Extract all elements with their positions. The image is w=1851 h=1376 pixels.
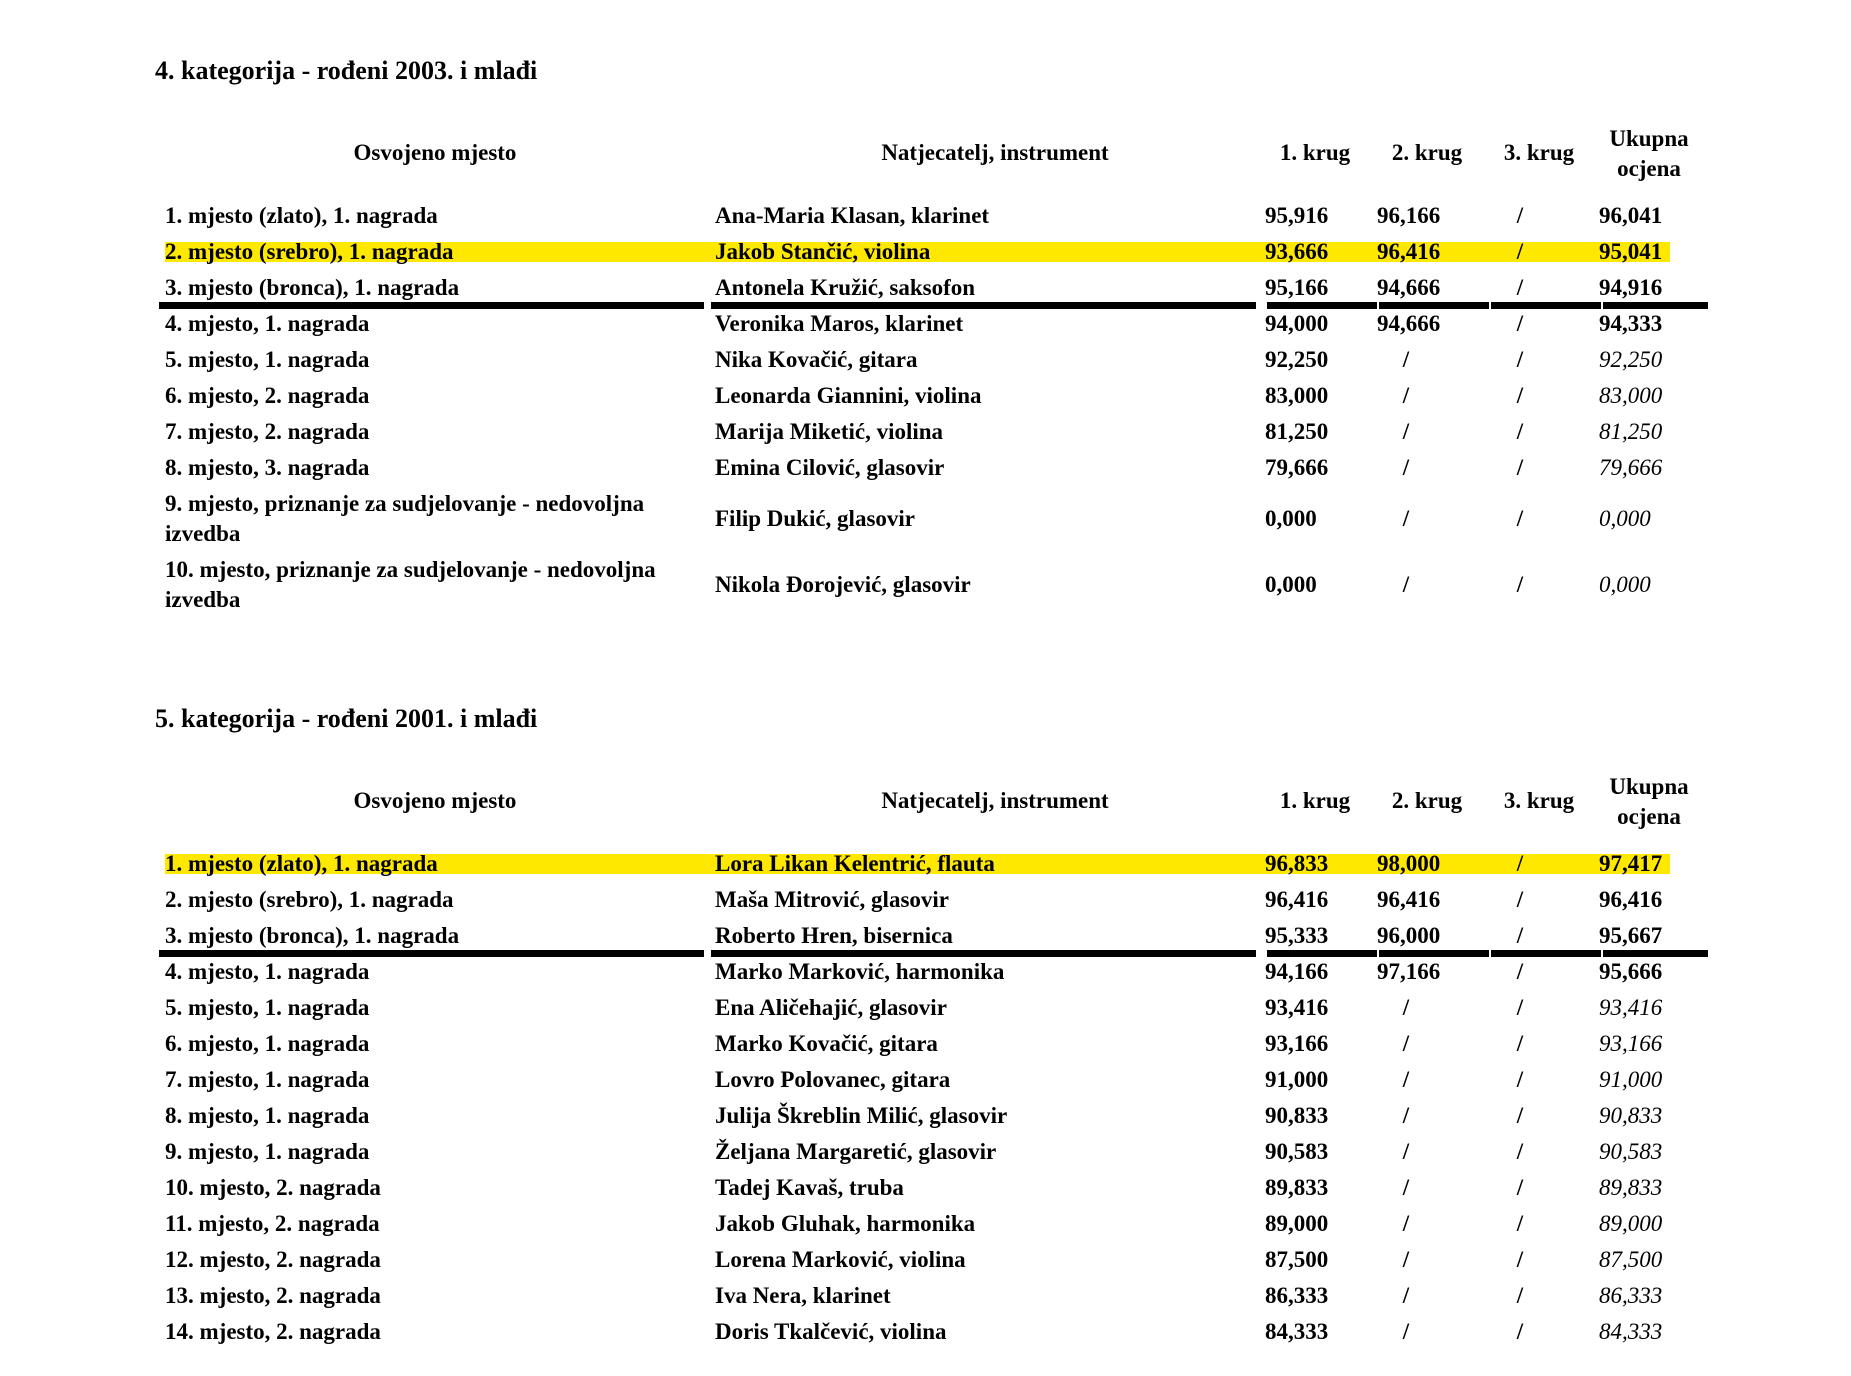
header-round-2: 2. krug xyxy=(1391,788,1463,813)
header-round-3: 3. krug xyxy=(1503,140,1575,165)
header-round-2: 2. krug xyxy=(1391,140,1463,165)
round-1-score: 83,000 xyxy=(1265,383,1329,408)
round-3-score: / xyxy=(1516,347,1524,372)
contestant-cell: Julija Škreblin Milić, glasovir xyxy=(715,1103,1008,1128)
round-3-score: / xyxy=(1516,995,1524,1020)
round-2-score: / xyxy=(1402,1103,1410,1128)
total-score: 91,000 xyxy=(1599,1067,1663,1092)
place-cell: 3. mjesto (bronca), 1. nagrada xyxy=(165,275,460,300)
round-2-score: / xyxy=(1402,347,1410,372)
place-cell: 12. mjesto, 2. nagrada xyxy=(165,1247,381,1272)
round-3-score: / xyxy=(1516,851,1524,876)
place-cell: 6. mjesto, 1. nagrada xyxy=(165,1031,370,1056)
header-total-line2: ocjena xyxy=(1617,156,1681,181)
round-1-score: 94,000 xyxy=(1265,311,1329,336)
total-score: 83,000 xyxy=(1599,383,1663,408)
place-cell: 9. mjesto, 1. nagrada xyxy=(165,1139,370,1164)
contestant-cell: Emina Cilović, glasovir xyxy=(715,455,945,480)
total-score: 93,166 xyxy=(1599,1031,1663,1056)
table-row xyxy=(155,846,1705,882)
round-2-score: / xyxy=(1402,1211,1410,1236)
round-2-score: / xyxy=(1402,1175,1410,1200)
place-cell: 11. mjesto, 2. nagrada xyxy=(165,1211,380,1236)
table-row xyxy=(155,342,1705,378)
header-total-line1: Ukupna xyxy=(1609,774,1689,799)
table-row xyxy=(155,1134,1705,1170)
contestant-cell: Lora Likan Kelentrić, flauta xyxy=(715,851,995,876)
round-1-score: 90,833 xyxy=(1265,1103,1329,1128)
total-score: 90,833 xyxy=(1599,1103,1663,1128)
place-cell: 4. mjesto, 1. nagrada xyxy=(165,311,370,336)
round-2-score: 94,666 xyxy=(1377,311,1441,336)
table-row xyxy=(155,486,1705,552)
round-3-score: / xyxy=(1516,572,1524,597)
contestant-cell: Jakob Gluhak, harmonika xyxy=(715,1211,976,1236)
round-3-score: / xyxy=(1516,239,1524,264)
round-1-score: 92,250 xyxy=(1265,347,1329,372)
round-1-score: 79,666 xyxy=(1265,455,1329,480)
header-round-1: 1. krug xyxy=(1279,788,1351,813)
contestant-cell: Željana Margaretić, glasovir xyxy=(715,1139,997,1164)
round-3-score: / xyxy=(1516,1031,1524,1056)
round-3-score: / xyxy=(1516,419,1524,444)
round-2-score: / xyxy=(1402,1247,1410,1272)
total-score: 95,041 xyxy=(1599,239,1663,264)
round-1-score: 84,333 xyxy=(1265,1319,1329,1344)
round-2-score: / xyxy=(1402,506,1410,531)
total-score: 0,000 xyxy=(1599,506,1651,531)
total-score: 81,250 xyxy=(1599,419,1663,444)
round-2-score: / xyxy=(1402,1319,1410,1344)
table-row xyxy=(155,1098,1705,1134)
round-1-score: 93,416 xyxy=(1265,995,1329,1020)
round-1-score: 89,000 xyxy=(1265,1211,1329,1236)
round-2-score: 96,000 xyxy=(1377,923,1441,948)
round-2-score: 96,166 xyxy=(1377,203,1441,228)
contestant-cell: Roberto Hren, bisernica xyxy=(715,923,953,948)
place-cell: 2. mjesto (srebro), 1. nagrada xyxy=(165,887,454,912)
place-cell: 9. mjesto, priznanje za sudjelovanje - nedovoljna izvedba xyxy=(165,491,645,546)
round-2-score: 96,416 xyxy=(1377,887,1441,912)
round-3-score: / xyxy=(1516,275,1524,300)
round-1-score: 81,250 xyxy=(1265,419,1329,444)
place-cell: 5. mjesto, 1. nagrada xyxy=(165,347,370,372)
round-1-score: 87,500 xyxy=(1265,1247,1329,1272)
header-total xyxy=(1599,772,1699,832)
header-total-line1: Ukupna xyxy=(1609,126,1689,151)
contestant-cell: Nika Kovačić, gitara xyxy=(715,347,918,372)
total-score: 87,500 xyxy=(1599,1247,1663,1272)
round-2-score: / xyxy=(1402,572,1410,597)
round-2-score: 98,000 xyxy=(1377,851,1441,876)
contestant-cell: Jakob Stančić, violina xyxy=(715,239,931,264)
table-row xyxy=(155,954,1705,990)
total-score: 95,666 xyxy=(1599,959,1663,984)
round-3-score: / xyxy=(1516,1103,1524,1128)
place-cell: 7. mjesto, 1. nagrada xyxy=(165,1067,370,1092)
total-score: 94,333 xyxy=(1599,311,1663,336)
section-title: 5. kategorija - rođeni 2001. i mlađi xyxy=(155,704,538,733)
table-row xyxy=(155,1026,1705,1062)
round-1-score: 93,166 xyxy=(1265,1031,1329,1056)
total-score: 0,000 xyxy=(1599,572,1651,597)
table-row xyxy=(155,990,1705,1026)
round-1-score: 95,166 xyxy=(1265,275,1329,300)
table-row xyxy=(155,234,1705,270)
total-score: 79,666 xyxy=(1599,455,1663,480)
place-cell: 10. mjesto, priznanje za sudjelovanje - nedovoljna izvedba xyxy=(165,557,656,612)
round-2-score: / xyxy=(1402,1139,1410,1164)
header-round-3: 3. krug xyxy=(1503,788,1575,813)
place-cell: 4. mjesto, 1. nagrada xyxy=(165,959,370,984)
total-score: 90,583 xyxy=(1599,1139,1663,1164)
table-row xyxy=(155,270,1705,306)
total-score: 96,416 xyxy=(1599,887,1663,912)
place-cell: 3. mjesto (bronca), 1. nagrada xyxy=(165,923,460,948)
table-row xyxy=(155,552,1705,618)
table-row xyxy=(155,414,1705,450)
round-3-score: / xyxy=(1516,1319,1524,1344)
round-1-score: 89,833 xyxy=(1265,1175,1329,1200)
total-score: 89,000 xyxy=(1599,1211,1663,1236)
total-score: 93,416 xyxy=(1599,995,1663,1020)
place-cell: 7. mjesto, 2. nagrada xyxy=(165,419,370,444)
place-cell: 2. mjesto (srebro), 1. nagrada xyxy=(165,239,454,264)
round-2-score: / xyxy=(1402,1067,1410,1092)
round-2-score: / xyxy=(1402,1283,1410,1308)
round-3-score: / xyxy=(1516,959,1524,984)
contestant-cell: Iva Nera, klarinet xyxy=(715,1283,891,1308)
contestant-cell: Nikola Đorojević, glasovir xyxy=(715,572,971,597)
place-cell: 14. mjesto, 2. nagrada xyxy=(165,1319,381,1344)
round-1-score: 0,000 xyxy=(1265,506,1317,531)
contestant-cell: Antonela Kružić, saksofon xyxy=(715,275,976,300)
round-1-score: 93,666 xyxy=(1265,239,1329,264)
round-2-score: / xyxy=(1402,1031,1410,1056)
round-1-score: 90,583 xyxy=(1265,1139,1329,1164)
round-3-score: / xyxy=(1516,455,1524,480)
table-header xyxy=(155,766,1705,846)
results-table xyxy=(155,118,1705,618)
place-cell: 1. mjesto (zlato), 1. nagrada xyxy=(165,203,438,228)
round-3-score: / xyxy=(1516,383,1524,408)
round-3-score: / xyxy=(1516,506,1524,531)
contestant-cell: Tadej Kavaš, truba xyxy=(715,1175,904,1200)
round-1-score: 91,000 xyxy=(1265,1067,1329,1092)
total-score: 86,333 xyxy=(1599,1283,1663,1308)
contestant-cell: Marija Miketić, violina xyxy=(715,419,944,444)
round-1-score: 96,833 xyxy=(1265,851,1329,876)
table-row xyxy=(155,198,1705,234)
header-round-1: 1. krug xyxy=(1279,140,1351,165)
table-row xyxy=(155,1062,1705,1098)
round-1-score: 86,333 xyxy=(1265,1283,1329,1308)
contestant-cell: Ena Aličehajić, glasovir xyxy=(715,995,947,1020)
round-3-score: / xyxy=(1516,1283,1524,1308)
round-2-score: / xyxy=(1402,419,1410,444)
table-row xyxy=(155,1278,1705,1314)
table-row xyxy=(155,882,1705,918)
place-cell: 13. mjesto, 2. nagrada xyxy=(165,1283,381,1308)
contestant-cell: Lovro Polovanec, gitara xyxy=(715,1067,951,1092)
header-total-line2: ocjena xyxy=(1617,804,1681,829)
header-total xyxy=(1599,124,1699,184)
table-row xyxy=(155,378,1705,414)
header-name: Natjecatelj, instrument xyxy=(881,788,1109,813)
round-2-score: / xyxy=(1402,995,1410,1020)
round-3-score: / xyxy=(1516,1139,1524,1164)
place-cell: 8. mjesto, 1. nagrada xyxy=(165,1103,370,1128)
table-row xyxy=(155,918,1705,954)
header-place: Osvojeno mjesto xyxy=(353,140,517,165)
section-title: 4. kategorija - rođeni 2003. i mlađi xyxy=(155,56,538,85)
contestant-cell: Doris Tkalčević, violina xyxy=(715,1319,947,1344)
round-2-score: / xyxy=(1402,455,1410,480)
total-score: 96,041 xyxy=(1599,203,1663,228)
round-1-score: 94,166 xyxy=(1265,959,1329,984)
place-cell: 6. mjesto, 2. nagrada xyxy=(165,383,370,408)
table-row xyxy=(155,1206,1705,1242)
round-3-score: / xyxy=(1516,923,1524,948)
contestant-cell: Marko Kovačić, gitara xyxy=(715,1031,938,1056)
round-3-score: / xyxy=(1516,887,1524,912)
round-3-score: / xyxy=(1516,1067,1524,1092)
round-2-score: / xyxy=(1402,383,1410,408)
contestant-cell: Maša Mitrović, glasovir xyxy=(715,887,949,912)
table-row xyxy=(155,450,1705,486)
contestant-cell: Ana-Maria Klasan, klarinet xyxy=(715,203,990,228)
contestant-cell: Leonarda Giannini, violina xyxy=(715,383,982,408)
round-3-score: / xyxy=(1516,311,1524,336)
place-cell: 1. mjesto (zlato), 1. nagrada xyxy=(165,851,438,876)
total-score: 89,833 xyxy=(1599,1175,1663,1200)
round-3-score: / xyxy=(1516,203,1524,228)
total-score: 95,667 xyxy=(1599,923,1663,948)
place-cell: 8. mjesto, 3. nagrada xyxy=(165,455,370,480)
round-1-score: 0,000 xyxy=(1265,572,1317,597)
results-table xyxy=(155,766,1705,1350)
total-score: 97,417 xyxy=(1599,851,1663,876)
table-row xyxy=(155,1314,1705,1350)
table-row xyxy=(155,1170,1705,1206)
place-cell: 10. mjesto, 2. nagrada xyxy=(165,1175,381,1200)
table-header xyxy=(155,118,1705,198)
contestant-cell: Lorena Marković, violina xyxy=(715,1247,966,1272)
round-1-score: 95,916 xyxy=(1265,203,1329,228)
round-2-score: 94,666 xyxy=(1377,275,1441,300)
round-2-score: 96,416 xyxy=(1377,239,1441,264)
table-row xyxy=(155,1242,1705,1278)
round-3-score: / xyxy=(1516,1211,1524,1236)
round-3-score: / xyxy=(1516,1175,1524,1200)
round-1-score: 95,333 xyxy=(1265,923,1329,948)
header-name: Natjecatelj, instrument xyxy=(881,140,1109,165)
total-score: 94,916 xyxy=(1599,275,1663,300)
place-cell: 5. mjesto, 1. nagrada xyxy=(165,995,370,1020)
total-score: 92,250 xyxy=(1599,347,1663,372)
round-1-score: 96,416 xyxy=(1265,887,1329,912)
total-score: 84,333 xyxy=(1599,1319,1663,1344)
contestant-cell: Filip Dukić, glasovir xyxy=(715,506,915,531)
contestant-cell: Veronika Maros, klarinet xyxy=(715,311,964,336)
contestant-cell: Marko Marković, harmonika xyxy=(715,959,1005,984)
table-row xyxy=(155,306,1705,342)
round-3-score: / xyxy=(1516,1247,1524,1272)
header-place: Osvojeno mjesto xyxy=(353,788,517,813)
round-2-score: 97,166 xyxy=(1377,959,1441,984)
